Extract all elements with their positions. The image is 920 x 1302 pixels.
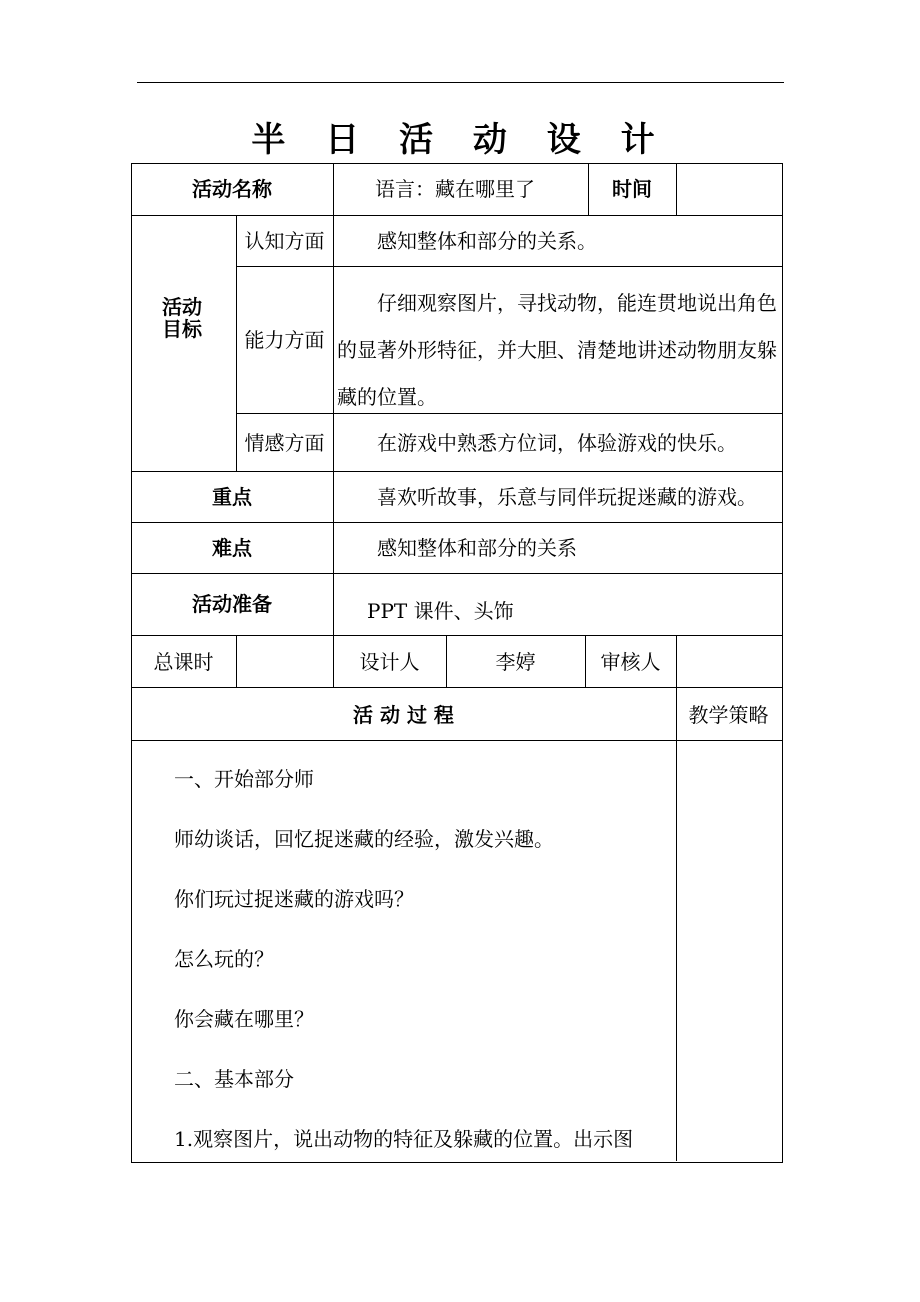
key-point-value: 喜欢听故事，乐意与同伴玩捉迷藏的游戏。 — [377, 485, 757, 509]
process-line: 你们玩过捉迷藏的游戏吗？ — [174, 887, 414, 911]
time-label: 时间 — [612, 177, 652, 201]
process-line: 二、基本部分 — [174, 1067, 294, 1091]
difficulty-label: 难点 — [212, 536, 252, 560]
key-point-label: 重点 — [212, 485, 252, 509]
total-hours-label: 总课时 — [153, 650, 214, 674]
cognitive-value: 感知整体和部分的关系。 — [377, 229, 597, 253]
preparation-value: PPT 课件、头饰 — [367, 599, 514, 623]
header-rule — [137, 82, 784, 83]
emotion-label: 情感方面 — [244, 431, 325, 455]
reviewer-label: 审核人 — [600, 650, 661, 674]
cognitive-label: 认知方面 — [244, 229, 325, 253]
preparation-label: 活动准备 — [192, 592, 272, 616]
emotion-value: 在游戏中熟悉方位词，体验游戏的快乐。 — [377, 431, 737, 455]
ability-label: 能力方面 — [244, 328, 325, 352]
designer-value: 李婷 — [495, 650, 536, 674]
activity-name-value: 语言：藏在哪里了 — [375, 177, 535, 201]
process-line: 你会藏在哪里？ — [174, 1007, 314, 1031]
strategy-header: 教学策略 — [688, 703, 769, 727]
process-line: 一、开始部分师 — [174, 767, 314, 791]
difficulty-value: 感知整体和部分的关系 — [377, 536, 577, 560]
ability-value: 仔细观察图片，寻找动物，能连贯地说出角色的显著外形特征，并大胆、清楚地讲述动物朋友躲藏的位置。 — [337, 291, 777, 409]
page-title: 半 日 活 动 设 计 — [251, 120, 669, 160]
process-line: 怎么玩的？ — [174, 947, 274, 971]
designer-label: 设计人 — [359, 650, 420, 674]
activity-name-label: 活动名称 — [192, 177, 272, 201]
process-header: 活 动 过 程 — [353, 703, 454, 727]
process-line: 1.观察图片，说出动物的特征及躲藏的位置。出示图 — [174, 1127, 634, 1151]
goals-label: 活动目标 — [162, 295, 202, 341]
process-line: 师幼谈话，回忆捉迷藏的经验，激发兴趣。 — [174, 827, 554, 851]
